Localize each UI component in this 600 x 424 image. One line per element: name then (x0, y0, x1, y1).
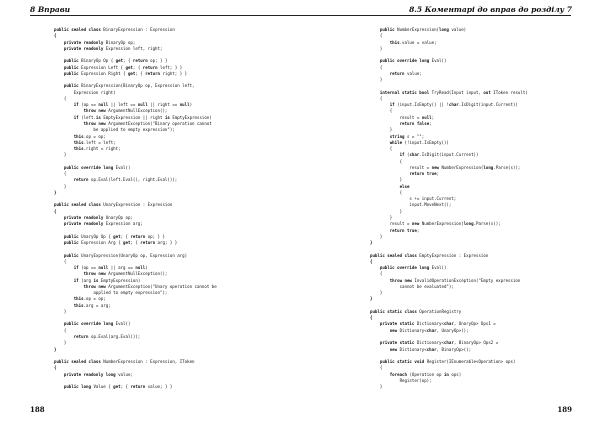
code-line: { (54, 258, 67, 264)
code-line: } (54, 340, 67, 346)
right-running-header: 8.5 Коментарі до вправ до розділу 7 (409, 5, 572, 14)
code-line: result = null; (370, 114, 435, 120)
code-line: Register(op); (370, 377, 432, 383)
code-line: { (370, 365, 383, 371)
code-line: foreach (Operation op in ops) (389, 371, 462, 377)
code-line: { (370, 158, 403, 164)
right-page-number: 189 (557, 405, 572, 414)
code-line: { (370, 258, 373, 264)
code-line: this.left = left; (73, 139, 116, 145)
code-line: } (370, 214, 393, 220)
code-line: } (54, 189, 57, 195)
code-line: } (370, 384, 383, 390)
code-line: { (54, 327, 67, 333)
code-line: { (370, 315, 373, 321)
code-line: if (op == null || left == null || right == null) (73, 102, 193, 108)
code-line: Expression right) (54, 89, 116, 95)
code-line: if (left.is EmptyExpression || right is EmptyExpression) (73, 114, 212, 120)
code-line: } (370, 45, 383, 51)
code-line: throw new ArgumentNullException(); (83, 108, 168, 114)
code-line: public long Value { get; { return value; } } (63, 384, 173, 390)
code-line: private static Dictionary<char, UnaryOp> Ops1 = (379, 321, 496, 327)
code-line: { (54, 95, 67, 101)
code-line: public sealed class UnaryExpression : Expression (54, 202, 173, 208)
code-line: private readonly long value; (63, 371, 133, 377)
code-line: public Expression Left { get; { return left; } } (63, 64, 183, 70)
code-line: } (370, 233, 383, 239)
right-page-code-listing (370, 27, 528, 390)
code-line: { (54, 208, 57, 214)
code-line: public Expression Right { get; { return right; } } (63, 70, 188, 76)
code-line: s += input.Current; (370, 196, 457, 202)
code-line: while (!input.IsEmpty()) (389, 139, 449, 145)
code-line: } (54, 346, 57, 352)
header-rule (30, 15, 571, 16)
code-line: public override long Eval() (63, 321, 131, 327)
code-line: } (370, 290, 383, 296)
code-line: public UnaryOp Op { get; { return op; } } (63, 233, 165, 239)
code-line: this.arg = arg; (73, 302, 111, 308)
code-line: private readonly BinaryOp op; (63, 39, 136, 45)
code-line: public static void Register(IEnumerable<Operation> ops) (379, 359, 516, 365)
code-line: } (54, 183, 67, 189)
code-line: } (370, 296, 373, 302)
code-line: return true; (389, 227, 420, 233)
code-line: { (370, 95, 383, 101)
code-line: applied to empty expression"); (54, 290, 168, 296)
code-line: throw new ArgumentNullException(); (83, 271, 168, 277)
code-line: result = new NumberExpression(long.Parse(s)); (370, 164, 521, 170)
code-line: } (370, 177, 403, 183)
code-line: this.op = op; (73, 296, 106, 302)
left-running-header: 8 Вправи (30, 5, 71, 14)
code-line: } (54, 308, 67, 314)
code-line: } (370, 240, 373, 246)
code-line: throw new ArgumentException("Binary operation cannot (83, 120, 212, 126)
code-line: return op.Eval(arg.Eval()); (73, 334, 141, 340)
code-line: { (54, 171, 67, 177)
code-line: private readonly UnaryOp op; (63, 214, 133, 220)
code-line: public sealed class EmptyExpression : Expression (370, 252, 489, 258)
code-line: public UnaryExpression(UnaryOp op, Expression arg) (63, 252, 188, 258)
code-line: return op.Eval(left.Eval(), right.Eval()); (73, 177, 178, 183)
code-line: { (54, 33, 57, 39)
code-line: { (370, 33, 383, 39)
code-line: string s = ""; (389, 133, 425, 139)
left-page-code-listing (54, 27, 217, 390)
code-line: if (arg is EmptyExpression) (73, 277, 141, 283)
code-line: public Expression Arg { get; { return arg; } } (63, 240, 178, 246)
code-line: public sealed class NumberExpression : Expression, IToken (54, 359, 195, 365)
code-line: new Dictionary<char, UnaryOp>(); (389, 327, 469, 333)
code-line: public override long Eval() (63, 164, 131, 170)
code-line: new Dictionary<char, BinaryOp>(); (389, 346, 472, 352)
code-line: return false; (399, 120, 432, 126)
code-line: } (370, 208, 403, 214)
code-line: return true; (409, 171, 440, 177)
code-line: private readonly Expression arg; (63, 221, 143, 227)
code-line: public override long Eval() (379, 58, 447, 64)
code-line: public BinaryExpression(BinaryOp op, Expression left, (63, 83, 195, 89)
code-line: input.MoveNext(); (370, 202, 452, 208)
code-line: this.value = value; (389, 39, 437, 45)
code-line: if (char.IsDigit(input.Current)) (399, 152, 479, 158)
code-line: public NumberExpression(long value) (379, 27, 467, 32)
code-line: return value; (389, 70, 422, 76)
code-line: cannot be evaluated"); (370, 283, 454, 289)
code-line: public sealed class BinaryExpression : Expression (54, 27, 175, 32)
code-line: if (input.IsEmpty() || !char.IsDigit(input.Current)) (389, 102, 518, 108)
code-line: private static Dictionary<char, BinaryOp> Ops2 = (379, 340, 499, 346)
code-line: throw new InvalidOperationException("Empty expression (389, 277, 521, 283)
code-line: { (54, 365, 57, 371)
code-line: } (54, 152, 67, 158)
code-line: public override long Eval() (379, 265, 447, 271)
code-line: else (399, 183, 410, 189)
code-line: } (370, 127, 393, 133)
code-line: result = new NumberExpression(long.Parse(s)); (370, 221, 501, 227)
code-line: } (370, 77, 383, 83)
code-line: be applied to empty expression"); (54, 127, 175, 133)
code-line: if (op == null || arg == null) (73, 265, 148, 271)
code-line: this.right = right; (73, 146, 121, 152)
code-line: { (370, 64, 383, 70)
code-line: { (370, 146, 393, 152)
code-line: { (370, 271, 383, 277)
code-line: throw new ArgumentException("Unary operation cannot be (83, 283, 217, 289)
code-line: public BinaryOp Op { get; { return op; } } (63, 58, 168, 64)
code-line: private readonly Expression left, right; (63, 45, 163, 51)
code-line: this.op = op; (73, 133, 106, 139)
code-line: { (370, 189, 403, 195)
code-line: internal static bool TryRead(Input input, out IToken result) (379, 89, 528, 95)
code-line: public static class OperationRegistry (370, 308, 462, 314)
code-line: { (370, 108, 393, 114)
left-page-number: 188 (30, 405, 45, 414)
